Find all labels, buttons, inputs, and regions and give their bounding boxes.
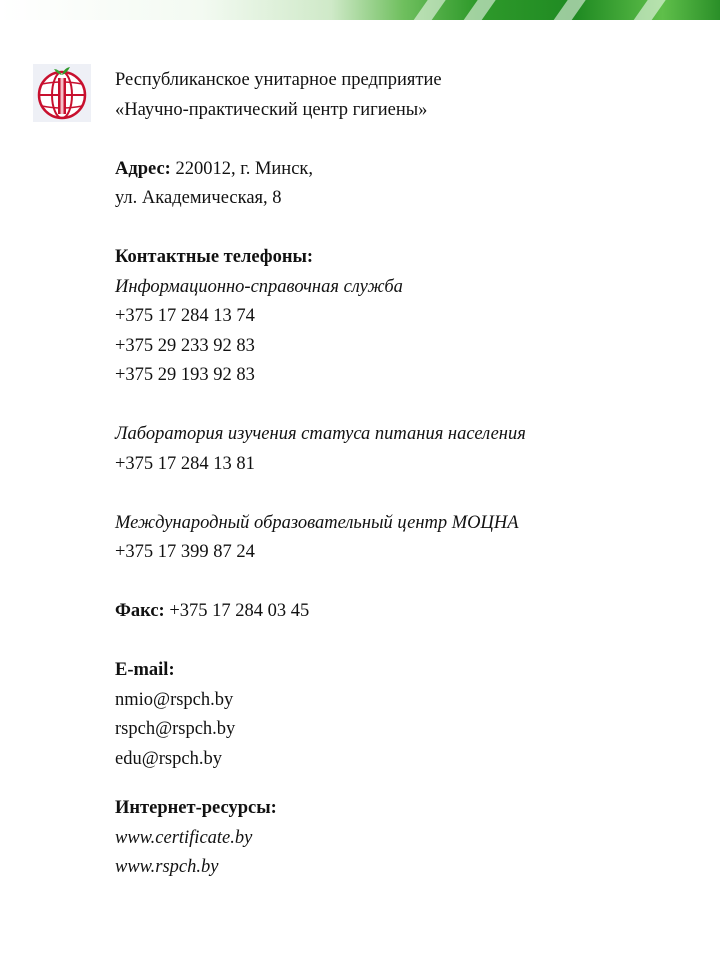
contacts-heading: Контактные телефоны: — [115, 247, 314, 267]
address-line1 — [115, 155, 705, 185]
email-address: nmio@rspch.by — [115, 689, 234, 710]
top-decorative-band — [0, 0, 720, 20]
email-address: edu@rspch.by — [115, 748, 222, 769]
email-address: rspch@rspch.by — [115, 719, 236, 739]
fax-label: Факс: — [115, 601, 165, 621]
website-link: www.certificate.by — [115, 827, 253, 848]
globe-emblem-icon — [33, 64, 91, 122]
fax-line — [115, 597, 705, 627]
email-heading: E-mail: — [115, 660, 175, 680]
band-streak — [629, 0, 668, 20]
band-streak — [549, 0, 588, 20]
info-service-title: Информационно-справочная служба — [115, 276, 403, 297]
org-name-line1: Республиканское унитарное предприятие — [115, 70, 442, 90]
lab-title: Лаборатория изучения статуса питания населения — [115, 424, 526, 444]
edu-center-title: Международный образовательный центр МОЦНА — [115, 512, 519, 533]
lab-phone: +375 17 284 13 81 — [115, 453, 255, 474]
internet-heading: Интернет-ресурсы: — [115, 798, 277, 818]
info-service-phone: +375 29 193 92 83 — [115, 365, 255, 385]
edu-center-phone: +375 17 399 87 24 — [115, 542, 255, 562]
address-label: Адрес: — [115, 158, 171, 179]
band-streak — [409, 0, 448, 20]
contact-info — [115, 66, 705, 883]
fax-value: +375 17 284 03 45 — [164, 601, 310, 621]
website-link: www.rspch.by — [115, 857, 219, 877]
org-name-line2: «Научно-практический центр гигиены» — [115, 99, 428, 120]
address-value: 220012, г. Минск, — [170, 158, 314, 179]
info-service-phone: +375 29 233 92 83 — [115, 335, 255, 356]
address-line2: ул. Академическая, 8 — [115, 188, 282, 208]
info-service-phone: +375 17 284 13 74 — [115, 306, 255, 326]
band-streak — [459, 0, 498, 20]
